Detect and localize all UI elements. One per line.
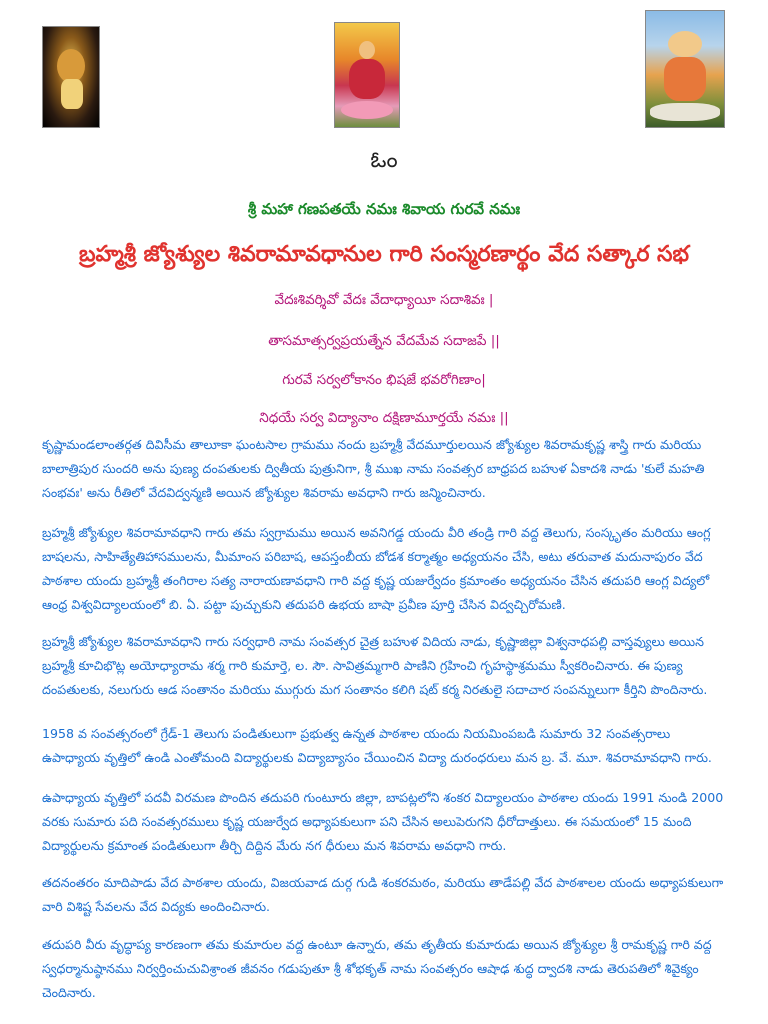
paragraph-teaching: తదనంతరం మాదిపాడు వేద పాఠశాల యందు, విజయవాడ దుర్గ గుడి శంకరమఠం, మరియు తాడేపల్లి వేద పాఠశాలల యందు అధ్యాపకులుగా వారి విశిష్ట సేవలను వేద విద్యకు అందించినారు. (42, 875, 724, 914)
paragraph-birth: కృష్ణామండలాంతర్గత దివిసీమ తాలూకా ఘంటసాల గ్రామము నందు బ్రహ్మశ్రీ వేదమూర్తులయిన జ్యోశ్యుల శివరామకృష్ణ శాస్త్రి గారు మరియు బాలాత్రిపుర సుందరి అను పుణ్య దంపతులకు ద్వితీయ పుత్రునిగా, శ్రీ ముఖ నామ సంవత్సర బాధ్రపద బహుళ ఏకాదశి నాడు 'కులే మహతి సంభవః' అను రీతిలో వేదవిద్వన్మణి అయిన జ్యోశ్యుల శివరామ అవధాని గారు జన్మించినారు. (42, 437, 705, 500)
paragraph-retirement: ఉపాధ్యాయ వృత్తిలో పదవీ విరమణ పొందిన తదుపరి గుంటూరు జిల్లా, బాపట్లలోని శంకర విద్యాలయం పాఠశాల యందు 1991 నుండి 2000 వరకు సుమారు పది సంవత్సరములు కృష్ణ యజుర్వేద అధ్యాపకులుగా పని చేసిన అలుపెరుగని ధీరోదాత్తులు. ఈ సమయంలో 15 మంది విద్యార్థులను క్రమాంత పండితులుగా తీర్చి దిద్దిన మేరు నగ ధీరులు మన శివరామ అవధాని గారు. (42, 790, 724, 853)
lakshmi-image (334, 22, 400, 128)
verse-line: వేదఃశివర్శివో వేదః వేదాధ్యాయీ సదాశివః | (274, 292, 494, 308)
verse-line: తాసమాత్సర్వప్రయత్నేన వేదమేవ సదాజపే || (268, 333, 500, 349)
ganapati-image (42, 26, 100, 128)
dattatreya-image (645, 10, 725, 128)
verse-line: గురవే సర్వలోకానం భిషజే భవరోగిణాం| (282, 372, 486, 388)
verse-line: నిధయే సర్వ విద్యానాం దక్షిణామూర్తయే నమః || (259, 410, 509, 426)
paragraph-career: 1958 వ సంవత్సరంలో గ్రేడ్-1 తెలుగు పండితులుగా ప్రభుత్వ ఉన్నత పాఠశాల యందు నియమింపబడి సుమారు 32 సంవత్సరాలు ఉపాధ్యాయ వృత్తిలో ఉండి ఎంతోమంది విద్యార్థులకు విద్యాబ్యాసం చేయించిన విద్యా దురంధరులు మన బ్ర. వే. మూ. శివరామావధాని గారు. (42, 726, 712, 765)
page-title: బ్రహ్మశ్రీ జ్యోశ్యుల శివరామావధానుల గారి సంస్మరణార్థం వేద సత్కార సభ (79, 242, 689, 267)
paragraph-marriage: బ్రహ్మశ్రీ జ్యోశ్యుల శివరామావధాని గారు సర్వధారి నామ సంవత్సర చైత్ర బహుళ విదియ నాడు, కృష్ణాజిల్లా విశ్వనాధపల్లి వాస్తవ్యులు అయిన బ్రహ్మశ్రీ కూచిభొట్ల అయోధ్యారామ శర్మ గారి కుమార్తె, ల. సౌ. సావిత్రమ్మగారి పాణిని గ్రహించి గృహస్థాశ్రమము స్వీకరించినారు. ఈ పుణ్య దంపతులకు, నలుగురు ఆడ సంతానం మరియు ముగ్గురు మగ సంతానం కలిగి షట్ కర్మ నిరతులై సదాచార సంపన్నులుగా కీర్తిని పొందినారు. (42, 634, 708, 697)
invocation-line: శ్రీ మహా గణపతయే నమః శివాయ గురవే నమః (247, 200, 521, 218)
paragraph-education: బ్రహ్మశ్రీ జ్యోశ్యుల శివరామావధాని గారు తమ స్వగ్రామము అయిన అవనిగడ్డ యందు వీరి తండ్రి గారి వద్ద తెలుగు, సంస్కృతం మరియు ఆంగ్ల బాషలను, సాహిత్యేతిహాసములను, మీమాంస పరిబాష, ఆపస్తంబీయ బోడశ కర్మాత్మం అధ్యయనం చేసి, అటు తరువాత మదునాపురం వేద పాఠశాల యందు బ్రహ్మశ్రీ తంగిరాల సత్య నారాయణావధాని గారి వద్ద కృష్ణ యజుర్వేదం క్రమాంతం అధ్యయనం చేసిన తదుపరి ఆంగ్ల విద్యలో ఆంధ్ర విశ్వవిద్యాలయంలో బి. ఏ. పట్టా పుచ్చుకుని తదుపరి ఉభయ బాషా ప్రవీణ పూర్తి చేసిన విద్వచ్చిరోమణి. (42, 525, 711, 612)
om-symbol: ఓం (370, 148, 398, 173)
paragraph-final: తదుపరి వీరు వృద్ధాప్య కారణంగా తమ కుమారుల వద్ద ఉంటూ ఉన్నారు, తమ తృతీయ కుమారుడు అయిన జ్యోశ్యుల శ్రీ రామకృష్ణ గారి వద్ద స్వధర్మానుష్ఠానము నిర్వర్తించుచువిశ్రాంత జీవనం గడుపుతూ శ్రీ శోభకృత్ నామ సంవత్సరం ఆషాఢ శుద్ధ ద్వాదశి నాడు తెరుపతిలో శివైక్యం చెందినారు. (42, 937, 712, 1000)
